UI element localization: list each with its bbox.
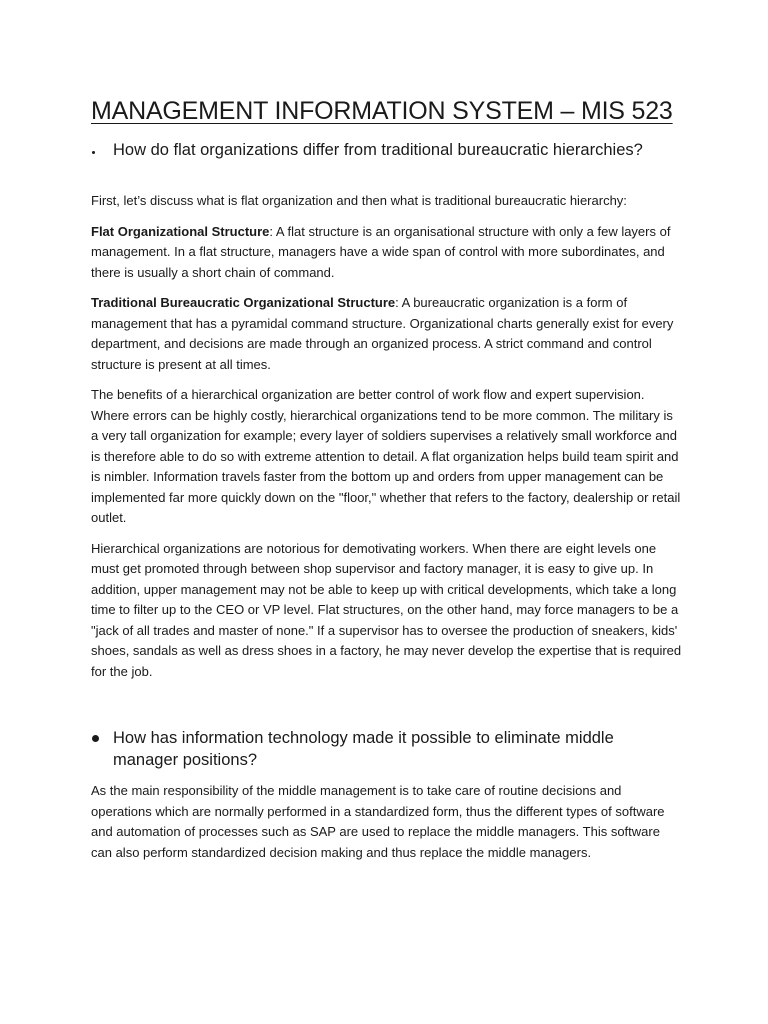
answer-2-paragraph: As the main responsibility of the middle management is to take care of routine decisions and operations which are normally performed in a standardized form, thus the different types of software and automation of processes such as SAP are used to replace the middle managers. This software can also perform standardized decision making and thus replace the middle managers. [91,783,665,860]
document-body [91,94,683,873]
question-2 [91,727,683,771]
bureaucratic-structure-term: Traditional Bureaucratic Organizational Structure [91,295,396,310]
bullet-icon [91,727,113,749]
bullet-icon [91,139,113,161]
flat-structure-text: : A flat structure is an organisational structure with only a few layers of management. In a flat structure, managers have a wide span of control with more subordinates, and there is usually a short chain of command. [91,223,671,280]
bureaucratic-structure-paragraph [91,293,683,375]
question-1 [91,139,683,161]
flat-structure-paragraph [91,222,683,284]
question-1-text: How do flat organizations differ from traditional bureaucratic hierarchies? [113,141,643,159]
question-2-text: How has information technology made it possible to eliminate middle manager positions? [113,729,614,769]
intro-paragraph: First, let’s discuss what is flat organization and then what is traditional bureaucratic hierarchy: [91,193,627,208]
demotivating-paragraph: Hierarchical organizations are notorious for demotivating workers. When there are eight levels one must get promoted through between shop supervisor and factory manager, it is easy to give up. In addition, upper management may not be able to keep up with critical developments, which take a long time to filter up to the CEO or VP level. Flat structures, on the other hand, may force managers to be a "jack of all trades and master of none." If a supervisor has to oversee the production of sneakers, kids' shoes, sandals as well as dress shoes in a factory, he may never develop the expertise that is required for the job. [91,540,682,679]
benefits-paragraph: The benefits of a hierarchical organization are better control of work flow and expert supervision. Where errors can be highly costly, hierarchical organizations tend to be more common. The military is a very tall organization for example; every layer of soldiers supervises a relatively small workforce and is therefore able to do so with extreme attention to detail. A flat organization helps build team spirit and is nimbler. Information travels faster from the bottom up and orders from upper management can be implemented far more quickly down on the "floor," whether that refers to the factory, dealership or retail outlet. [91,387,681,525]
flat-structure-term: Flat Organizational Structure [91,223,270,239]
bureaucratic-structure-text: : A bureaucratic organization is a form of management that has a pyramidal command structure. Organizational charts generally exist for every department, and decisions are made through an organized process. A strict command and control structure is present at all times. [91,295,674,372]
document-title: MANAGEMENT INFORMATION SYSTEM – MIS 523 [91,97,673,125]
